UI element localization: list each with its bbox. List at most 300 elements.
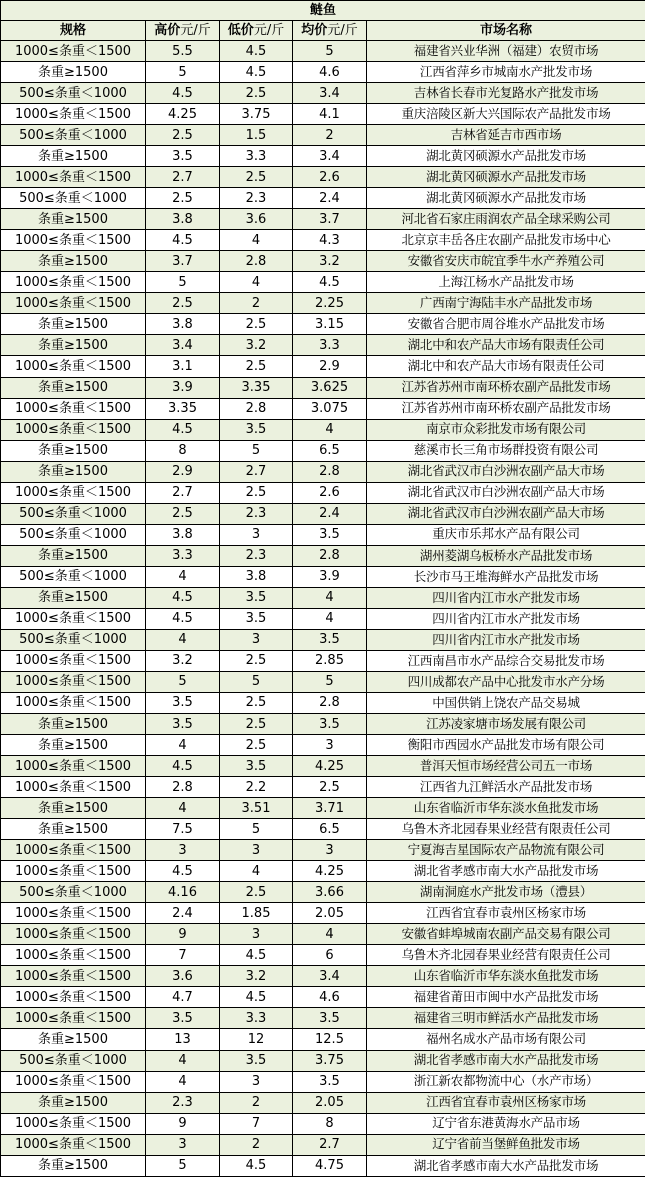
cell-high-price: 7.5 xyxy=(146,819,220,840)
cell-avg-price: 3.2 xyxy=(293,251,367,272)
cell-market: 四川省内江市水产批发市场 xyxy=(367,587,645,608)
cell-high-price: 4.5 xyxy=(146,756,220,777)
cell-spec: 1000≤条重＜1500 xyxy=(1,692,146,713)
table-row xyxy=(1,251,645,272)
cell-avg-price: 6.5 xyxy=(293,819,367,840)
cell-spec: 条重≥1500 xyxy=(1,819,146,840)
cell-low-price: 3 xyxy=(220,840,293,861)
header-avg-price xyxy=(293,21,367,41)
cell-avg-price: 5 xyxy=(293,671,367,692)
table-row xyxy=(1,882,645,903)
table-row xyxy=(1,209,645,230)
cell-avg-price: 3.75 xyxy=(293,1050,367,1071)
cell-market: 中国供销上饶农产品交易城 xyxy=(367,692,645,713)
cell-avg-price: 2.8 xyxy=(293,692,367,713)
cell-low-price: 4 xyxy=(220,230,293,251)
cell-avg-price: 2.8 xyxy=(293,461,367,482)
cell-high-price: 5.5 xyxy=(146,41,220,62)
cell-avg-price: 4.3 xyxy=(293,230,367,251)
table-row xyxy=(1,1113,645,1134)
cell-spec: 条重≥1500 xyxy=(1,209,146,230)
table-row xyxy=(1,987,645,1008)
cell-low-price: 2.5 xyxy=(220,314,293,335)
cell-low-price: 7 xyxy=(220,1113,293,1134)
cell-market: 浙江新农都物流中心（水产市场） xyxy=(367,1071,645,1092)
cell-spec: 1000≤条重＜1500 xyxy=(1,903,146,924)
cell-spec: 条重≥1500 xyxy=(1,440,146,461)
cell-high-price: 3.5 xyxy=(146,714,220,735)
cell-avg-price: 2.9 xyxy=(293,356,367,377)
cell-market: 宁夏海吉星国际农产品物流有限公司 xyxy=(367,840,645,861)
table-row xyxy=(1,777,645,798)
cell-market: 湖北黄冈硕源水产品批发市场 xyxy=(367,188,645,209)
cell-low-price: 2.2 xyxy=(220,777,293,798)
table-row xyxy=(1,861,645,882)
cell-avg-price: 2.85 xyxy=(293,650,367,671)
cell-spec: 1000≤条重＜1500 xyxy=(1,650,146,671)
cell-low-price: 3.51 xyxy=(220,798,293,819)
cell-spec: 1000≤条重＜1500 xyxy=(1,1113,146,1134)
cell-high-price: 5 xyxy=(146,62,220,83)
cell-market: 湖北中和农产品大市场有限责任公司 xyxy=(367,335,645,356)
cell-high-price: 3.8 xyxy=(146,314,220,335)
cell-high-price: 2.7 xyxy=(146,482,220,503)
cell-spec: 1000≤条重＜1500 xyxy=(1,272,146,293)
cell-spec: 1000≤条重＜1500 xyxy=(1,840,146,861)
cell-avg-price: 2.5 xyxy=(293,777,367,798)
table-title: 鲢鱼 xyxy=(1,1,645,21)
cell-low-price: 12 xyxy=(220,1029,293,1050)
cell-avg-price: 4.1 xyxy=(293,104,367,125)
cell-high-price: 2.9 xyxy=(146,461,220,482)
cell-market: 江西省宜春市袁州区杨家市场 xyxy=(367,903,645,924)
cell-low-price: 4.5 xyxy=(220,62,293,83)
cell-avg-price: 3.5 xyxy=(293,524,367,545)
table-row xyxy=(1,714,645,735)
cell-market: 河北省石家庄雨润农产品全球采购公司 xyxy=(367,209,645,230)
cell-low-price: 3.3 xyxy=(220,146,293,167)
cell-low-price: 2.8 xyxy=(220,251,293,272)
table-row xyxy=(1,503,645,524)
cell-low-price: 3.5 xyxy=(220,756,293,777)
cell-low-price: 3.3 xyxy=(220,1008,293,1029)
cell-market: 北京京丰岳各庄农副产品批发市场中心 xyxy=(367,230,645,251)
cell-avg-price: 3.075 xyxy=(293,398,367,419)
cell-spec: 1000≤条重＜1500 xyxy=(1,945,146,966)
cell-high-price: 5 xyxy=(146,671,220,692)
table-row xyxy=(1,356,645,377)
table-row xyxy=(1,819,645,840)
cell-high-price: 2.7 xyxy=(146,167,220,188)
table-row xyxy=(1,146,645,167)
cell-high-price: 3.8 xyxy=(146,524,220,545)
cell-avg-price: 3.5 xyxy=(293,1071,367,1092)
cell-low-price: 2.5 xyxy=(220,882,293,903)
cell-market: 湖北省孝感市南大水产品批发市场 xyxy=(367,1050,645,1071)
cell-market: 湖北黄冈硕源水产品批发市场 xyxy=(367,167,645,188)
cell-low-price: 3.75 xyxy=(220,104,293,125)
cell-avg-price: 4.6 xyxy=(293,987,367,1008)
cell-avg-price: 3.9 xyxy=(293,566,367,587)
cell-avg-price: 4 xyxy=(293,924,367,945)
cell-avg-price: 2.05 xyxy=(293,1092,367,1113)
table-row xyxy=(1,1050,645,1071)
cell-avg-price: 4.25 xyxy=(293,756,367,777)
header-low-unit: 元/斤 xyxy=(253,23,285,38)
cell-high-price: 4.5 xyxy=(146,419,220,440)
cell-market: 湖北黄冈硕源水产品批发市场 xyxy=(367,146,645,167)
cell-market: 上海江杨水产品批发市场 xyxy=(367,272,645,293)
cell-low-price: 4 xyxy=(220,272,293,293)
cell-spec: 500≤条重＜1000 xyxy=(1,503,146,524)
table-row xyxy=(1,272,645,293)
cell-spec: 条重≥1500 xyxy=(1,251,146,272)
cell-low-price: 2.5 xyxy=(220,735,293,756)
cell-market: 江西省九江鲜活水产品批发市场 xyxy=(367,777,645,798)
cell-avg-price: 3.4 xyxy=(293,966,367,987)
cell-market: 普洱天恒市场经营公司五一市场 xyxy=(367,756,645,777)
cell-avg-price: 2.8 xyxy=(293,545,367,566)
cell-market: 辽宁省东港黄海水产品市场 xyxy=(367,1113,645,1134)
cell-avg-price: 3.66 xyxy=(293,882,367,903)
table-row xyxy=(1,545,645,566)
cell-low-price: 2.3 xyxy=(220,503,293,524)
cell-high-price: 4.5 xyxy=(146,230,220,251)
cell-high-price: 4 xyxy=(146,735,220,756)
cell-avg-price: 4.75 xyxy=(293,1155,367,1176)
cell-high-price: 3.1 xyxy=(146,356,220,377)
cell-market: 湖北省孝感市南大水产品批发市场 xyxy=(367,1155,645,1176)
cell-high-price: 3.5 xyxy=(146,692,220,713)
cell-high-price: 4 xyxy=(146,566,220,587)
table-row xyxy=(1,41,645,62)
cell-high-price: 3 xyxy=(146,840,220,861)
cell-high-price: 4.7 xyxy=(146,987,220,1008)
cell-spec: 条重≥1500 xyxy=(1,1092,146,1113)
cell-high-price: 3.5 xyxy=(146,1008,220,1029)
cell-low-price: 4 xyxy=(220,861,293,882)
cell-high-price: 3.8 xyxy=(146,209,220,230)
cell-market: 吉林省长春市光复路水产批发市场 xyxy=(367,83,645,104)
cell-high-price: 2.8 xyxy=(146,777,220,798)
cell-market: 山东省临沂市华东淡水鱼批发市场 xyxy=(367,798,645,819)
cell-high-price: 3 xyxy=(146,1134,220,1155)
cell-low-price: 3.2 xyxy=(220,966,293,987)
cell-low-price: 2.5 xyxy=(220,167,293,188)
cell-spec: 条重≥1500 xyxy=(1,314,146,335)
cell-high-price: 3.9 xyxy=(146,377,220,398)
cell-spec: 条重≥1500 xyxy=(1,146,146,167)
cell-market: 重庆涪陵区新大兴国际农产品批发市场 xyxy=(367,104,645,125)
cell-low-price: 3.5 xyxy=(220,608,293,629)
cell-avg-price: 6.5 xyxy=(293,440,367,461)
header-row xyxy=(1,21,645,41)
cell-low-price: 3.5 xyxy=(220,419,293,440)
cell-spec: 条重≥1500 xyxy=(1,798,146,819)
table-row xyxy=(1,377,645,398)
header-market: 市场名称 xyxy=(367,21,645,41)
cell-market: 江西省宜春市袁州区杨家市场 xyxy=(367,1092,645,1113)
cell-high-price: 4.5 xyxy=(146,587,220,608)
cell-avg-price: 2.7 xyxy=(293,1134,367,1155)
cell-low-price: 3.5 xyxy=(220,587,293,608)
table-row xyxy=(1,587,645,608)
table-row xyxy=(1,482,645,503)
cell-spec: 1000≤条重＜1500 xyxy=(1,1008,146,1029)
cell-low-price: 3.6 xyxy=(220,209,293,230)
cell-low-price: 1.85 xyxy=(220,903,293,924)
table-row xyxy=(1,230,645,251)
cell-avg-price: 4 xyxy=(293,608,367,629)
cell-avg-price: 4.6 xyxy=(293,62,367,83)
cell-low-price: 3.35 xyxy=(220,377,293,398)
cell-market: 江苏省苏州市南环桥农副产品批发市场 xyxy=(367,377,645,398)
cell-avg-price: 3 xyxy=(293,840,367,861)
cell-spec: 1000≤条重＜1500 xyxy=(1,104,146,125)
header-spec: 规格 xyxy=(1,21,146,41)
cell-market: 南京市众彩批发市场有限公司 xyxy=(367,419,645,440)
cell-spec: 1000≤条重＜1500 xyxy=(1,987,146,1008)
cell-spec: 1000≤条重＜1500 xyxy=(1,924,146,945)
cell-low-price: 4.5 xyxy=(220,1155,293,1176)
cell-high-price: 2.5 xyxy=(146,188,220,209)
cell-market: 湖北省武汉市白沙洲农副产品大市场 xyxy=(367,461,645,482)
cell-market: 四川省内江市水产批发市场 xyxy=(367,608,645,629)
cell-market: 重庆市乐邦水产品有限公司 xyxy=(367,524,645,545)
title-row xyxy=(1,1,645,21)
cell-market: 湖州菱湖乌板桥水产品批发市场 xyxy=(367,545,645,566)
cell-low-price: 4.5 xyxy=(220,945,293,966)
header-avg-label: 均价 xyxy=(301,23,328,38)
cell-low-price: 2.8 xyxy=(220,398,293,419)
table-row xyxy=(1,314,645,335)
cell-high-price: 3.5 xyxy=(146,146,220,167)
cell-high-price: 3.2 xyxy=(146,650,220,671)
cell-high-price: 9 xyxy=(146,1113,220,1134)
cell-high-price: 4.25 xyxy=(146,104,220,125)
table-row xyxy=(1,608,645,629)
cell-market: 江苏省苏州市南环桥农副产品批发市场 xyxy=(367,398,645,419)
cell-high-price: 2.5 xyxy=(146,503,220,524)
cell-spec: 1000≤条重＜1500 xyxy=(1,419,146,440)
cell-low-price: 3 xyxy=(220,524,293,545)
cell-spec: 1000≤条重＜1500 xyxy=(1,356,146,377)
cell-avg-price: 3.15 xyxy=(293,314,367,335)
cell-spec: 500≤条重＜1000 xyxy=(1,524,146,545)
cell-high-price: 4.5 xyxy=(146,861,220,882)
table-row xyxy=(1,167,645,188)
header-high-unit: 元/斤 xyxy=(180,23,211,38)
cell-avg-price: 3.5 xyxy=(293,714,367,735)
table-row xyxy=(1,104,645,125)
cell-market: 乌鲁木齐北园春果业经营有限责任公司 xyxy=(367,819,645,840)
cell-avg-price: 2.25 xyxy=(293,293,367,314)
cell-market: 福建省兴业华洲（福建）农贸市场 xyxy=(367,41,645,62)
cell-low-price: 2.5 xyxy=(220,356,293,377)
cell-high-price: 4 xyxy=(146,629,220,650)
cell-spec: 条重≥1500 xyxy=(1,335,146,356)
cell-spec: 500≤条重＜1000 xyxy=(1,125,146,146)
cell-market: 安徽省蚌埠城南农副产品交易有限公司 xyxy=(367,924,645,945)
cell-spec: 条重≥1500 xyxy=(1,377,146,398)
cell-spec: 条重≥1500 xyxy=(1,1029,146,1050)
cell-spec: 1000≤条重＜1500 xyxy=(1,482,146,503)
cell-low-price: 3 xyxy=(220,924,293,945)
cell-avg-price: 2.6 xyxy=(293,482,367,503)
table-row xyxy=(1,945,645,966)
cell-market: 江苏凌家塘市场发展有限公司 xyxy=(367,714,645,735)
cell-avg-price: 3.5 xyxy=(293,1008,367,1029)
cell-avg-price: 2 xyxy=(293,125,367,146)
cell-spec: 500≤条重＜1000 xyxy=(1,188,146,209)
cell-high-price: 13 xyxy=(146,1029,220,1050)
cell-high-price: 3.4 xyxy=(146,335,220,356)
header-avg-unit: 元/斤 xyxy=(327,23,358,38)
cell-market: 江西省萍乡市城南水产批发市场 xyxy=(367,62,645,83)
cell-low-price: 2.5 xyxy=(220,650,293,671)
cell-low-price: 5 xyxy=(220,819,293,840)
cell-low-price: 2 xyxy=(220,1134,293,1155)
cell-market: 安徽省安庆市皖宜季牛水产养殖公司 xyxy=(367,251,645,272)
cell-spec: 1000≤条重＜1500 xyxy=(1,966,146,987)
cell-avg-price: 5 xyxy=(293,41,367,62)
cell-avg-price: 3.4 xyxy=(293,146,367,167)
header-low-price xyxy=(220,21,293,41)
cell-spec: 1000≤条重＜1500 xyxy=(1,1071,146,1092)
table-row xyxy=(1,335,645,356)
cell-low-price: 2 xyxy=(220,1092,293,1113)
cell-avg-price: 8 xyxy=(293,1113,367,1134)
cell-avg-price: 4.5 xyxy=(293,272,367,293)
cell-spec: 1000≤条重＜1500 xyxy=(1,608,146,629)
cell-avg-price: 2.6 xyxy=(293,167,367,188)
cell-avg-price: 2.05 xyxy=(293,903,367,924)
cell-high-price: 4 xyxy=(146,1050,220,1071)
cell-high-price: 5 xyxy=(146,1155,220,1176)
cell-market: 江西南昌市水产品综合交易批发市场 xyxy=(367,650,645,671)
table-row xyxy=(1,798,645,819)
cell-low-price: 5 xyxy=(220,671,293,692)
cell-low-price: 2.7 xyxy=(220,461,293,482)
cell-low-price: 2.5 xyxy=(220,714,293,735)
cell-low-price: 5 xyxy=(220,440,293,461)
cell-avg-price: 6 xyxy=(293,945,367,966)
table-row xyxy=(1,1155,645,1176)
cell-high-price: 3.6 xyxy=(146,966,220,987)
cell-high-price: 2.3 xyxy=(146,1092,220,1113)
cell-market: 长沙市马王堆海鲜水产品批发市场 xyxy=(367,566,645,587)
cell-spec: 条重≥1500 xyxy=(1,587,146,608)
cell-high-price: 2.5 xyxy=(146,293,220,314)
table-row xyxy=(1,629,645,650)
cell-spec: 1000≤条重＜1500 xyxy=(1,777,146,798)
cell-spec: 1000≤条重＜1500 xyxy=(1,671,146,692)
cell-low-price: 3 xyxy=(220,629,293,650)
cell-avg-price: 3.71 xyxy=(293,798,367,819)
table-row xyxy=(1,83,645,104)
cell-high-price: 3.35 xyxy=(146,398,220,419)
cell-market: 湖南洞庭水产批发市场（澧县） xyxy=(367,882,645,903)
table-row xyxy=(1,125,645,146)
table-row xyxy=(1,903,645,924)
cell-avg-price: 12.5 xyxy=(293,1029,367,1050)
cell-high-price: 2.4 xyxy=(146,903,220,924)
table-row xyxy=(1,650,645,671)
table-row xyxy=(1,461,645,482)
cell-spec: 条重≥1500 xyxy=(1,714,146,735)
cell-high-price: 4 xyxy=(146,798,220,819)
table-row xyxy=(1,1071,645,1092)
cell-avg-price: 4.25 xyxy=(293,861,367,882)
table-row xyxy=(1,1092,645,1113)
cell-spec: 500≤条重＜1000 xyxy=(1,566,146,587)
table-row xyxy=(1,692,645,713)
cell-avg-price: 4 xyxy=(293,419,367,440)
cell-avg-price: 3 xyxy=(293,735,367,756)
cell-market: 福州名成水产品市场有限公司 xyxy=(367,1029,645,1050)
cell-avg-price: 2.4 xyxy=(293,188,367,209)
cell-high-price: 4.5 xyxy=(146,608,220,629)
cell-high-price: 8 xyxy=(146,440,220,461)
cell-low-price: 1.5 xyxy=(220,125,293,146)
table-row xyxy=(1,1134,645,1155)
table-row xyxy=(1,840,645,861)
cell-avg-price: 3.3 xyxy=(293,335,367,356)
table-row xyxy=(1,293,645,314)
cell-avg-price: 3.4 xyxy=(293,83,367,104)
cell-low-price: 3.5 xyxy=(220,1050,293,1071)
cell-spec: 条重≥1500 xyxy=(1,545,146,566)
cell-market: 乌鲁木齐北园春果业经营有限责任公司 xyxy=(367,945,645,966)
cell-spec: 1000≤条重＜1500 xyxy=(1,293,146,314)
cell-spec: 条重≥1500 xyxy=(1,735,146,756)
cell-low-price: 2.5 xyxy=(220,692,293,713)
cell-high-price: 4.5 xyxy=(146,83,220,104)
cell-market: 福建省三明市鲜活水产品批发市场 xyxy=(367,1008,645,1029)
cell-market: 广西南宁海陆丰水产品批发市场 xyxy=(367,293,645,314)
cell-spec: 1000≤条重＜1500 xyxy=(1,1134,146,1155)
cell-low-price: 2.5 xyxy=(220,482,293,503)
header-high-label: 高价 xyxy=(154,23,181,38)
cell-spec: 500≤条重＜1000 xyxy=(1,882,146,903)
cell-low-price: 3 xyxy=(220,1071,293,1092)
cell-spec: 500≤条重＜1000 xyxy=(1,83,146,104)
table-row xyxy=(1,440,645,461)
cell-high-price: 5 xyxy=(146,272,220,293)
cell-low-price: 3.8 xyxy=(220,566,293,587)
cell-market: 山东省临沂市华东淡水鱼批发市场 xyxy=(367,966,645,987)
table-row xyxy=(1,671,645,692)
cell-avg-price: 4 xyxy=(293,587,367,608)
cell-market: 湖北省武汉市白沙洲农副产品大市场 xyxy=(367,482,645,503)
cell-market: 湖北省孝感市南大水产品批发市场 xyxy=(367,861,645,882)
header-low-label: 低价 xyxy=(227,23,254,38)
cell-market: 安徽省合肥市周谷堆水产品批发市场 xyxy=(367,314,645,335)
table-row xyxy=(1,1008,645,1029)
cell-spec: 条重≥1500 xyxy=(1,461,146,482)
cell-high-price: 7 xyxy=(146,945,220,966)
table-row xyxy=(1,419,645,440)
cell-high-price: 3.7 xyxy=(146,251,220,272)
cell-spec: 500≤条重＜1000 xyxy=(1,1050,146,1071)
cell-spec: 1000≤条重＜1500 xyxy=(1,398,146,419)
cell-avg-price: 3.7 xyxy=(293,209,367,230)
cell-market: 吉林省延吉市西市场 xyxy=(367,125,645,146)
table-row xyxy=(1,1029,645,1050)
cell-low-price: 2.3 xyxy=(220,188,293,209)
cell-low-price: 2 xyxy=(220,293,293,314)
cell-low-price: 4.5 xyxy=(220,41,293,62)
